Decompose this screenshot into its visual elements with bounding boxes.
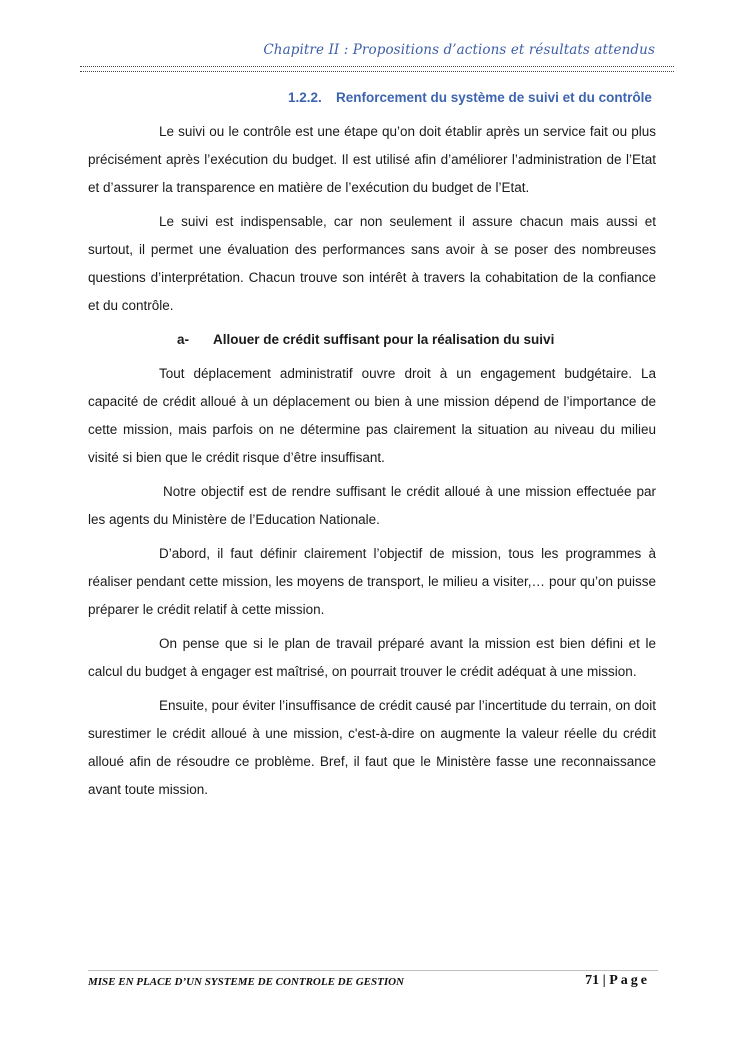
subsection-letter: a- xyxy=(177,332,190,347)
footer-divider xyxy=(88,970,658,971)
paragraph: D’abord, il faut définir clairement l’objectif de mission, tous les programmes à réaliser pendant cette mission, les moyens de transport, le milieu a visiter,… pour qu’on puisse préparer le crédit relatif à cette mission. xyxy=(88,546,656,617)
chapter-header: Chapitre II : Propositions d’actions et résultats attendus xyxy=(263,42,655,58)
footer-page-number xyxy=(585,973,650,989)
footer-document-title: MISE EN PLACE D’UN SYSTEME DE CONTROLE DE GESTION xyxy=(88,976,404,988)
page-separator: | xyxy=(602,973,606,988)
paragraph: Le suivi ou le contrôle est une étape qu’on doit établir après un service fait ou plus précisément après l’exécution du budget. Il est utilisé afin d’améliorer l’administration de l’Etat et d’assurer la transparence en matière de l’exécution du budget de l’Etat. xyxy=(88,124,656,195)
section-number: 1.2.2. xyxy=(288,90,322,105)
subsection-heading xyxy=(88,326,656,354)
page-body xyxy=(88,118,656,810)
paragraph: Le suivi est indispensable, car non seulement il assure chacun mais aussi et surtout, il permet une évaluation des performances sans avoir à se poser des nombreuses questions d’interprétation. Chacun trouve son intérêt à travers la cohabitation de la confiance et du contrôle. xyxy=(88,214,656,313)
subsection-title: Allouer de crédit suffisant pour la réalisation du suivi xyxy=(213,332,555,347)
section-title: Renforcement du système de suivi et du contrôle xyxy=(336,90,652,105)
paragraph: On pense que si le plan de travail préparé avant la mission est bien défini et le calcul du budget à engager est maîtrisé, on pourrait trouver le crédit adéquat à une mission. xyxy=(88,636,656,679)
paragraph: Notre objectif est de rendre suffisant le crédit alloué à une mission effectuée par les agents du Ministère de l’Education Nationale. xyxy=(88,484,656,527)
section-heading xyxy=(288,90,652,105)
paragraph: Tout déplacement administratif ouvre droit à un engagement budgétaire. La capacité de crédit alloué à un déplacement ou bien à une mission dépend de l’importance de cette mission, mais parfois on ne détermine pas clairement la situation au niveau du milieu visité si bien que le crédit risque d’être insuffisant. xyxy=(88,366,656,465)
header-divider xyxy=(80,66,674,72)
paragraph: Ensuite, pour éviter l’insuffisance de crédit causé par l’incertitude du terrain, on doit surestimer le crédit alloué à une mission, c'est-à-dire on augmente la valeur réelle du crédit alloué afin de résoudre ce problème. Bref, il faut que le Ministère fasse une reconnaissance avant toute mission. xyxy=(88,698,656,797)
page-number: 71 xyxy=(585,973,600,988)
page-label: Page xyxy=(609,973,650,988)
